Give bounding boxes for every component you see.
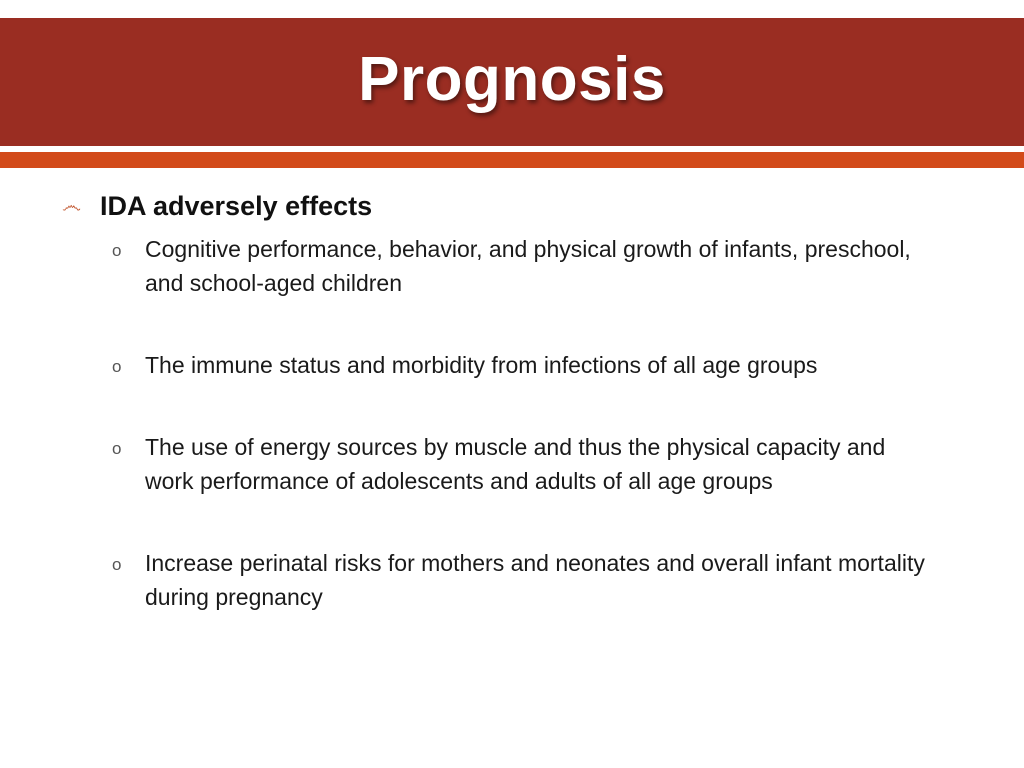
sub-bullet-3	[112, 430, 942, 498]
circle-bullet-icon: o	[112, 357, 122, 376]
sub-bullet-4	[112, 546, 942, 614]
circle-bullet-icon: o	[112, 555, 122, 574]
sub-bullet-text: The use of energy sources by muscle and thus the physical capacity and work performance of adolescents and adults of all age groups	[145, 434, 886, 494]
main-bullet-text: IDA adversely effects	[100, 191, 373, 221]
sub-bullet-2	[112, 348, 942, 384]
sub-bullet-1	[112, 232, 942, 300]
slide-title: Prognosis	[358, 44, 666, 114]
sub-bullet-text: The immune status and morbidity from infections of all age groups	[145, 352, 818, 378]
sub-bullet-text: Increase perinatal risks for mothers and neonates and overall infant mortality during pregnancy	[145, 550, 925, 610]
circle-bullet-icon: o	[112, 241, 122, 260]
circle-bullet-icon: o	[112, 439, 122, 458]
sub-bullet-text: Cognitive performance, behavior, and physical growth of infants, preschool, and school-aged children	[145, 236, 911, 296]
swirl-bullet-icon: ෴	[62, 195, 81, 217]
main-bullet	[62, 186, 372, 226]
